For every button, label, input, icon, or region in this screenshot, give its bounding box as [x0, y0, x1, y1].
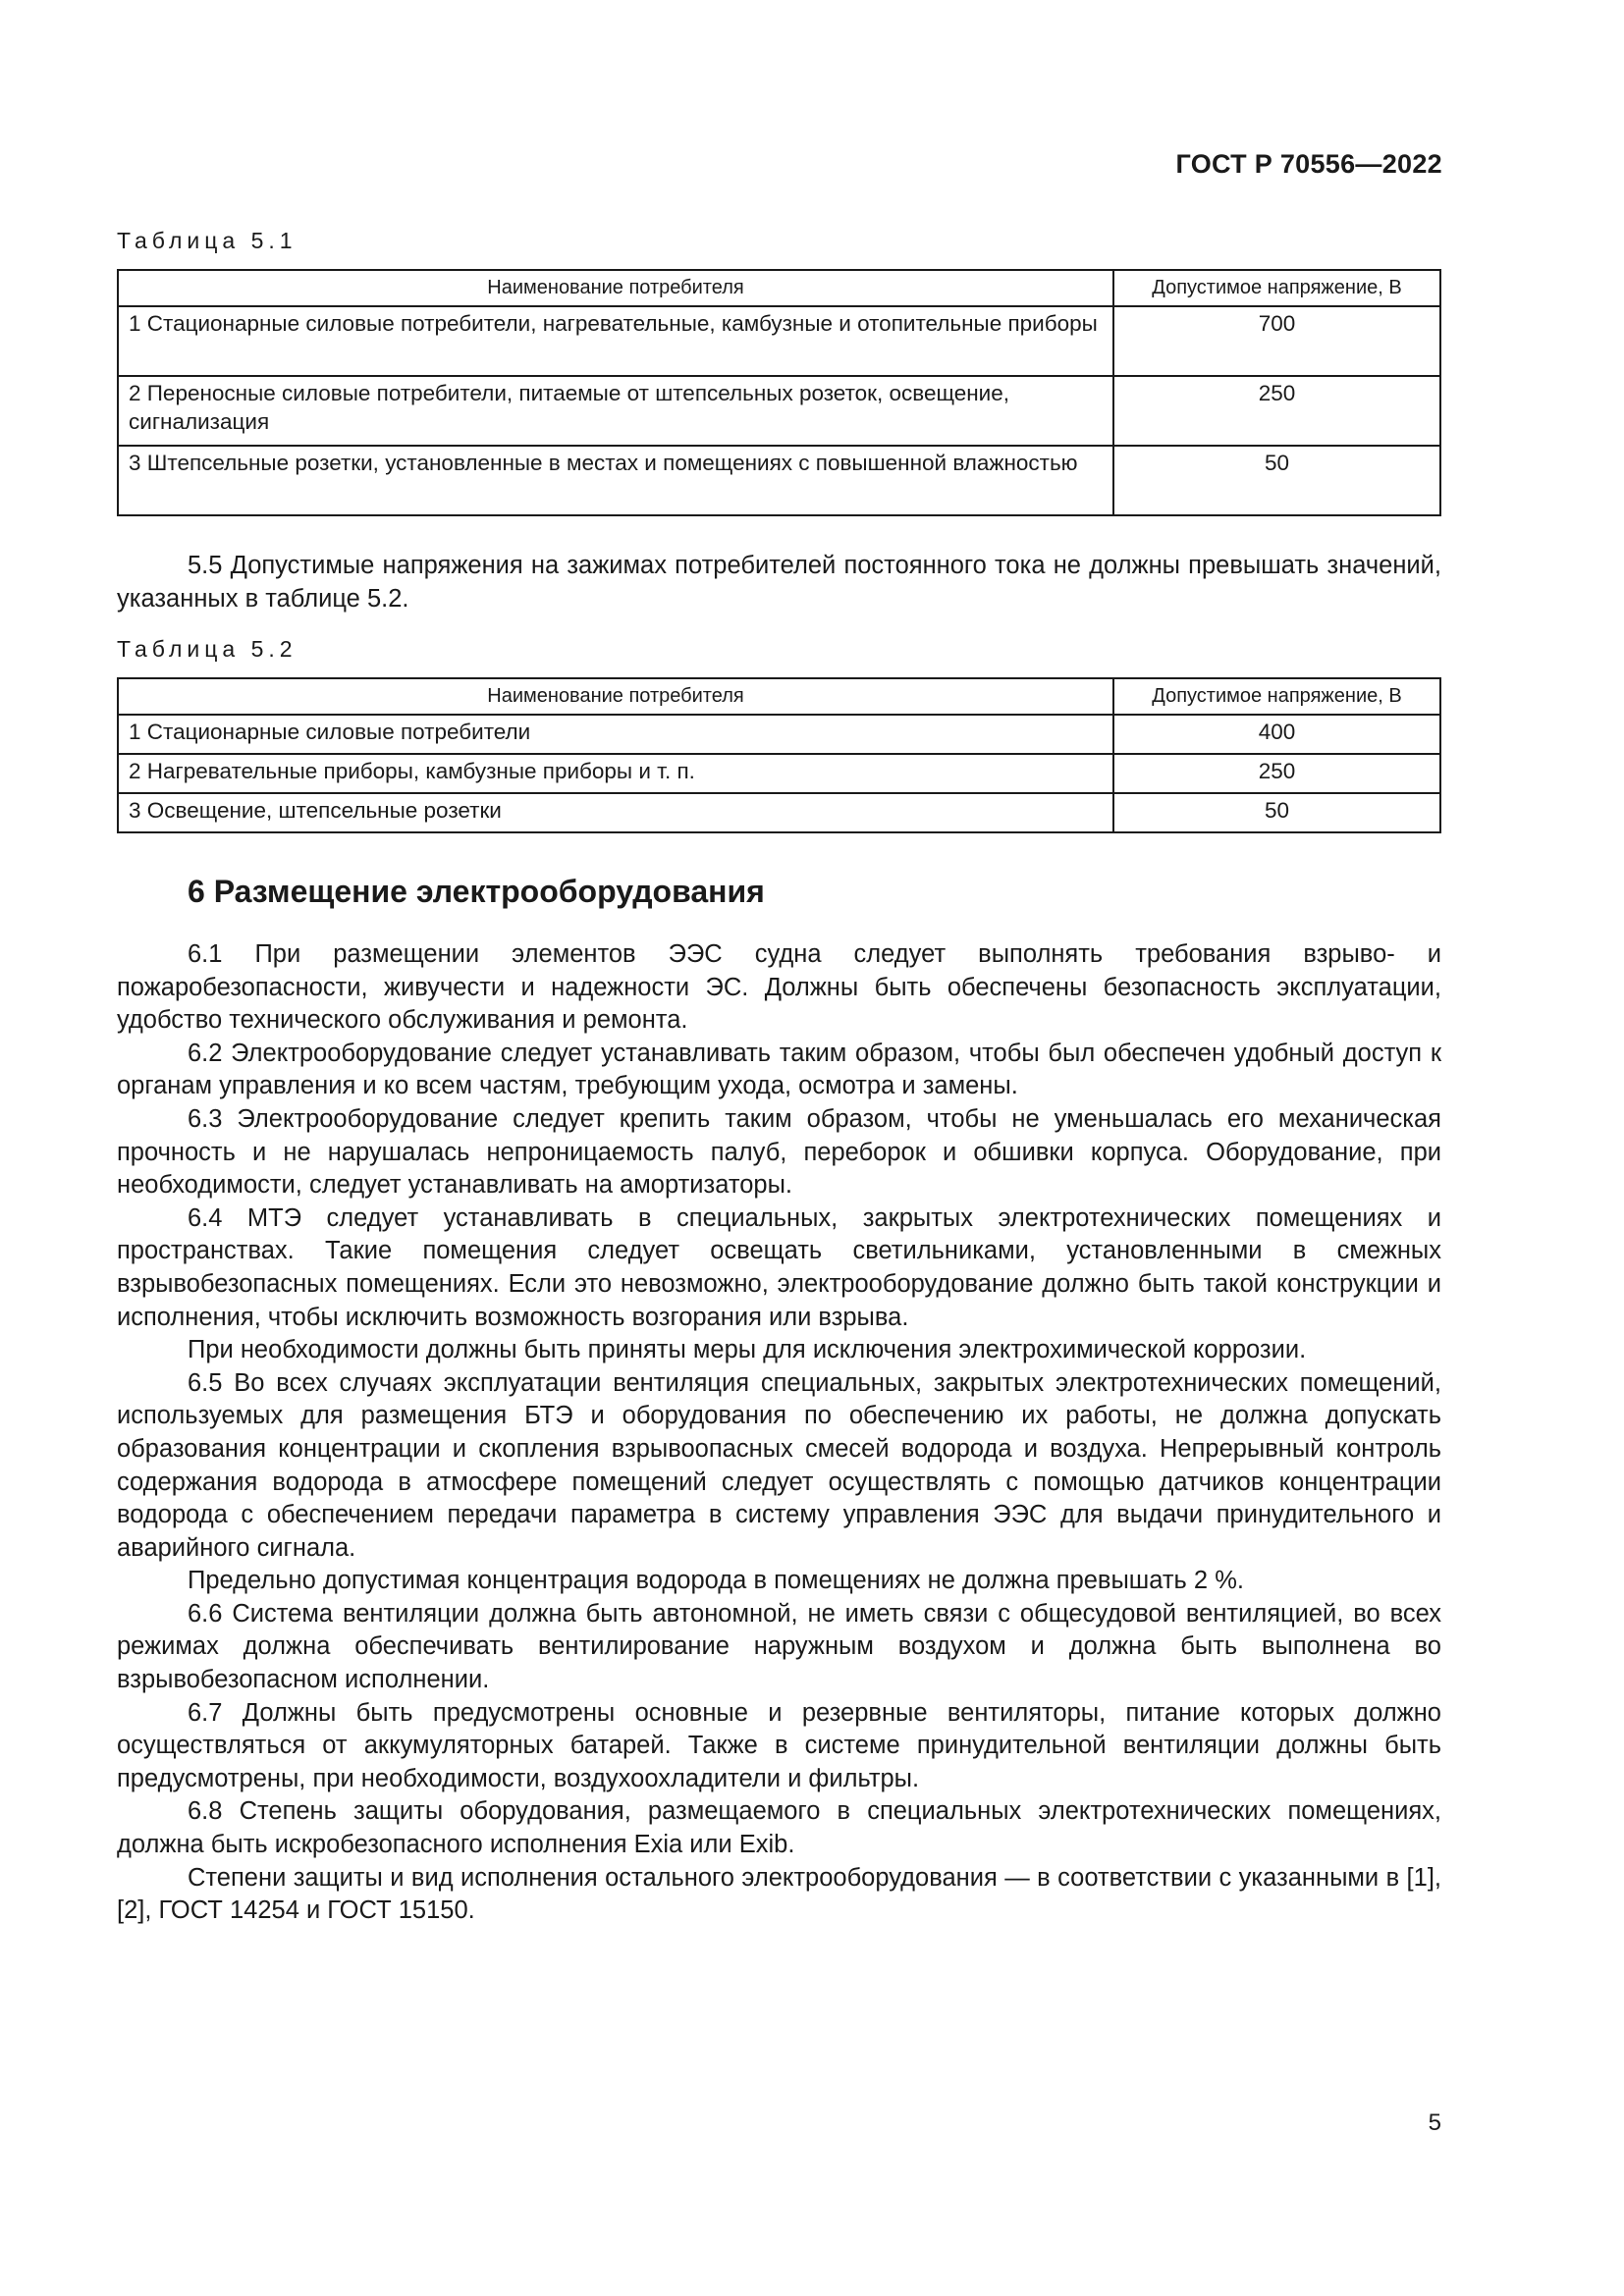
consumer-name-cell: 1 Стационарные силовые потребители: [118, 715, 1113, 754]
table-row: [118, 793, 1440, 832]
voltage-value-cell: 700: [1113, 306, 1440, 376]
table-row: [118, 306, 1440, 376]
page-number: 5: [1428, 2109, 1441, 2136]
table-header-row: [118, 678, 1440, 715]
voltage-value-cell: 400: [1113, 715, 1440, 754]
paragraph: 6.1 При размещении элементов ЭЭС судна следует выполнять требования взрыво- и пожаробезопасности, живучести и надежности ЭС. Должны быть обеспечены безопасность эксплуатации, удобство технического обслуживания и ремонта.: [117, 940, 1441, 1035]
table-5-2: [117, 677, 1441, 833]
voltage-value-cell: 50: [1113, 793, 1440, 832]
paragraph: 6.2 Электрооборудование следует устанавливать таким образом, чтобы был обеспечен удобный доступ к органам управления и ко всем частям, требующим ухода, осмотра и замены.: [117, 1039, 1441, 1100]
paragraph: 6.6 Система вентиляции должна быть автономной, не иметь связи с общесудовой вентиляцией, во всех режимах должна обеспечивать вентилирование наружным воздухом и должна быть выполнена во взрывобезопасном исполнении.: [117, 1599, 1441, 1694]
paragraph-text: 5.5 Допустимые напряжения на зажимах потребителей постоянного тока не должны превышать значений, указанных в таблице 5.2.: [117, 552, 1441, 613]
paragraph: 6.4 МТЭ следует устанавливать в специальных, закрытых электротехнических помещениях и пространствах. Такие помещения следует освещать светильниками, установленными в смежных взрывобезопасных помещениях. Если это невозможно, электрооборудование должно быть такой конструкции и исполнения, чтобы исключить возможность возгорания или взрыва.: [117, 1203, 1441, 1331]
column-header-consumer: Наименование потребителя: [118, 678, 1113, 715]
document-code: ГОСТ Р 70556—2022: [1175, 149, 1442, 179]
table-5-1-caption: Таблица 5.1: [117, 228, 298, 253]
consumer-name-cell: 3 Штепсельные розетки, установленные в местах и помещениях с повышенной влажностью: [118, 446, 1113, 515]
consumer-name-cell: 2 Нагревательные приборы, камбузные приборы и т. п.: [118, 754, 1113, 793]
table-row: [118, 754, 1440, 793]
paragraph: Степени защиты и вид исполнения остального электрооборудования — в соответствии с указанными в [1], [2], ГОСТ 14254 и ГОСТ 15150.: [117, 1863, 1441, 1925]
consumer-name-cell: 1 Стационарные силовые потребители, нагревательные, камбузные и отопительные приборы: [118, 306, 1113, 376]
voltage-value-cell: 250: [1113, 754, 1440, 793]
table-row: [118, 446, 1440, 515]
column-header-voltage: Допустимое напряжение, В: [1113, 270, 1440, 306]
voltage-value-cell: 250: [1113, 376, 1440, 446]
column-header-consumer: Наименование потребителя: [118, 270, 1113, 306]
consumer-name-cell: 3 Освещение, штепсельные розетки: [118, 793, 1113, 832]
table-header-row: [118, 270, 1440, 306]
table-row: [118, 715, 1440, 754]
section-6-body: [117, 938, 1441, 1928]
paragraph: 6.8 Степень защиты оборудования, размещаемого в специальных электротехнических помещениях, должна быть искробезопасного исполнения Exia или Exib.: [117, 1797, 1441, 1859]
voltage-value-cell: 50: [1113, 446, 1440, 515]
paragraph: 6.5 Во всех случаях эксплуатации вентиляция специальных, закрытых электротехнических помещений, используемых для размещения БТЭ и оборудования по обеспечению их работы, не должна допускать образования концентрации и скопления взрывоопасных смесей водорода и воздуха. Непрерывный контроль содержания водорода в атмосфере помещений следует осуществлять с помощью датчиков концентрации водорода с обеспечением передачи параметра в систему управления ЭЭС для выдачи принудительного и аварийного сигнала.: [117, 1368, 1441, 1562]
table-5-1: [117, 269, 1441, 516]
table-row: [118, 376, 1440, 446]
column-header-voltage: Допустимое напряжение, В: [1113, 678, 1440, 715]
table-5-2-caption: Таблица 5.2: [117, 636, 298, 662]
consumer-name-cell: 2 Переносные силовые потребители, питаемые от штепсельных розеток, освещение, сигнализация: [118, 376, 1113, 446]
paragraph: 6.7 Должны быть предусмотрены основные и резервные вентиляторы, питание которых должно осуществляться от аккумуляторных батарей. Также в системе принудительной вентиляции должны быть предусмотрены, при необходимости, воздухоохладители и фильтры.: [117, 1698, 1441, 1792]
section-title: 6 Размещение электрооборудования: [188, 874, 765, 909]
paragraph: Предельно допустимая концентрация водорода в помещениях не должна превышать 2 %.: [188, 1567, 1244, 1595]
paragraph: 6.3 Электрооборудование следует крепить таким образом, чтобы не уменьшалась его механическая прочность и не нарушалась непроницаемость палуб, переборок и обшивки корпуса. Оборудование, при необходимости, следует устанавливать на амортизаторы.: [117, 1104, 1441, 1200]
paragraph-5-5: [117, 550, 1441, 615]
paragraph: При необходимости должны быть приняты меры для исключения электрохимической коррозии.: [188, 1336, 1307, 1364]
